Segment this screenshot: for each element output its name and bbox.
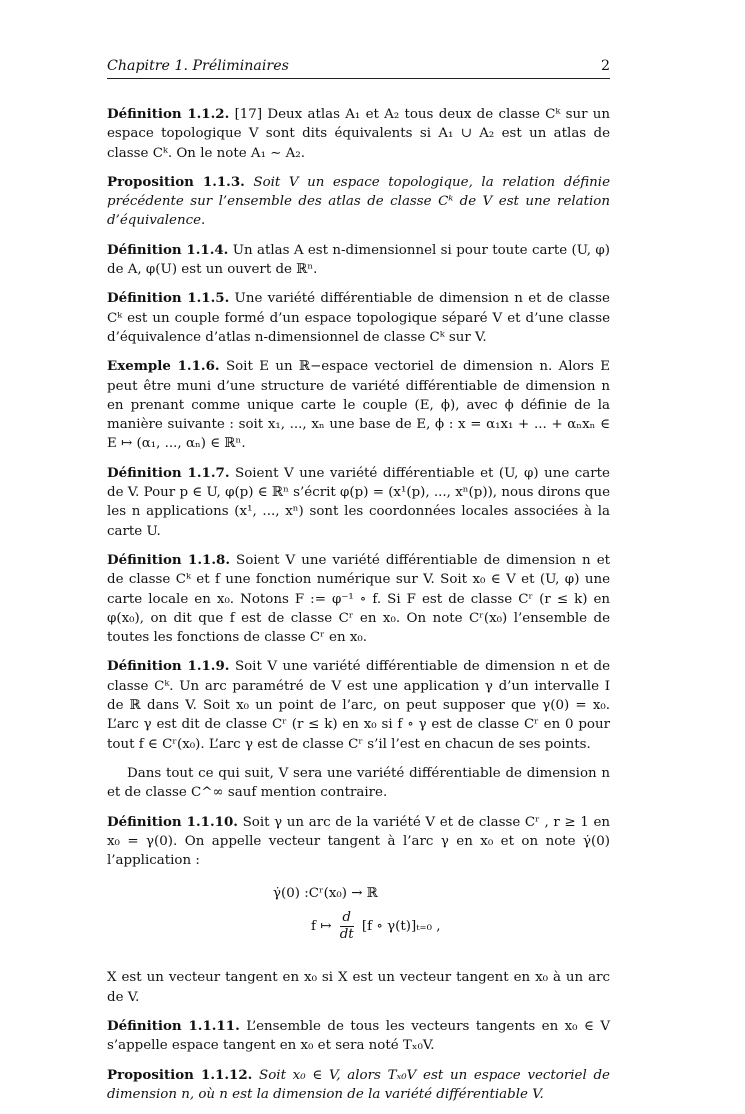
block-text: Soit E un ℝ−espace vectoriel de dimension n. Alors E peut être muni d’une structure de variété différentiable de dimension n en prenant comme unique carte le couple (E, ϕ), avec ϕ définie de la manière suivante : soit x₁, ..., xₙ une base de E, ϕ : x = α₁x₁ + ... + αₙxₙ ∈ E ↦ (α₁, ..., αₙ) ∈ ℝⁿ. xyxy=(107,359,610,452)
block-text: Une variété différentiable de dimension n et de classe Cᵏ est un couple formé d’un espace topologique séparé V et d’une classe d’équivalence d’atlas n-dimensionnel de classe Cᵏ sur V. xyxy=(107,291,610,345)
running-header xyxy=(107,56,610,79)
block-label: Définition 1.1.4. xyxy=(107,241,229,258)
block-label: Définition 1.1.7. xyxy=(107,464,230,481)
derivative-fraction xyxy=(340,910,354,943)
tangent-vector-remark: X est un vecteur tangent en x₀ si X est un vecteur tangent en x₀ à un arc de V. xyxy=(107,970,610,1005)
equation-line-2 xyxy=(311,910,441,943)
block-label: Proposition 1.1.3. xyxy=(107,173,245,190)
block-text: Soient V une variété différentiable et (U, φ) une carte de V. Pour p ∈ U, φ(p) ∈ ℝⁿ s’écrit φ(p) = (x¹(p), ..., xⁿ(p)), nous dirons que les n applications (x¹, ..., xⁿ) sont les coordonnées locales associées à la carte U. xyxy=(107,465,610,539)
body-paragraph: Dans tout ce qui suit, V sera une variété différentiable de dimension n et de classe C^∞ sauf mention contraire. xyxy=(107,765,610,801)
fraction-numerator: d xyxy=(340,910,354,927)
fraction-denominator: dt xyxy=(339,927,354,943)
block-text: Soient V une variété différentiable de dimension n et de classe Cᵏ et f une fonction numérique sur V. Soit x₀ ∈ V et (U, φ) une carte locale en x₀. Notons F := φ⁻¹ ∘ f. Si F est de classe Cʳ (r ≤ k) en φ(x₀), on dit que f est de classe Cʳ en x₀. On note Cʳ(x₀) l’ensemble de toutes les fonctions de classe Cʳ en x₀. xyxy=(107,552,610,646)
definition-1-1-9 xyxy=(107,657,610,753)
equation-map: f ↦ xyxy=(311,919,332,935)
block-text: [17] Deux atlas A₁ et A₂ tous deux de classe Cᵏ sur un espace topologique V sont dits équivalents si A₁ ∪ A₂ est un atlas de classe Cᵏ. On le note A₁ ∼ A₂. xyxy=(107,107,611,161)
definition-1-1-8 xyxy=(107,551,610,647)
equation-line-1: γ̇(0) :Cʳ(x₀) → ℝ xyxy=(273,886,378,902)
block-label: Définition 1.1.10. xyxy=(107,813,238,830)
block-label: Définition 1.1.5. xyxy=(107,290,230,307)
definition-1-1-2 xyxy=(107,105,610,163)
page xyxy=(107,56,610,1114)
display-equation xyxy=(107,884,610,956)
definition-1-1-4 xyxy=(107,241,610,280)
block-text: L’ensemble de tous les vecteurs tangents en x₀ ∈ V s’appelle espace tangent en x₀ et sera noté Tₓ₀V. xyxy=(107,1018,611,1054)
block-text: Soit x₀ ∈ V, alors Tₓ₀V est un espace vectoriel de dimension n, où n est la dimension de la variété différentiable V. xyxy=(107,1067,610,1102)
page-number: 2 xyxy=(600,58,610,74)
block-label: Définition 1.1.9. xyxy=(107,658,230,675)
definition-1-1-7 xyxy=(107,464,610,541)
block-text: Soit γ un arc de la variété V et de classe Cʳ , r ≥ 1 en x₀ = γ(0). On appelle vecteur tangent à l’arc γ en x₀ et on note γ̇(0) l’application : xyxy=(107,814,611,869)
block-text: Un atlas A est n-dimensionnel si pour toute carte (U, φ) de A, φ(U) est un ouvert de ℝⁿ. xyxy=(107,242,610,278)
definition-1-1-11 xyxy=(107,1017,610,1056)
definition-1-1-5 xyxy=(107,289,610,347)
example-1-1-6 xyxy=(107,357,610,453)
proposition-1-1-12 xyxy=(107,1066,610,1105)
block-label: Exemple 1.1.6. xyxy=(107,358,220,375)
definition-1-1-10 xyxy=(107,813,610,871)
block-text: Soit V un espace topologique, la relation définie précédente sur l’ensemble des atlas de classe Cᵏ de V est une relation d’équivalence. xyxy=(107,174,611,229)
block-label: Définition 1.1.11. xyxy=(107,1017,240,1034)
block-label: Proposition 1.1.12. xyxy=(107,1066,253,1083)
proposition-1-1-3 xyxy=(107,173,610,231)
block-text: Soit V une variété différentiable de dimension n et de classe Cᵏ. Un arc paramétré de V est une application γ d’un intervalle I de ℝ dans V. Soit x₀ un point de l’arc, on peut supposer que γ(0) = x₀. L’arc γ est dit de classe Cʳ (r ≤ k) en x₀ si f ∘ γ est de classe Cʳ en 0 pour tout f ∈ Cʳ(x₀). L’arc γ est de classe Cʳ s’il l’est en chacun de ses points. xyxy=(107,659,610,752)
equation-bracket: [f ∘ γ(t)]ₜ₌₀ , xyxy=(361,919,441,935)
chapter-title: Chapitre 1. Préliminaires xyxy=(107,58,289,74)
block-label: Définition 1.1.2. xyxy=(107,106,230,122)
block-label: Définition 1.1.8. xyxy=(107,551,230,568)
